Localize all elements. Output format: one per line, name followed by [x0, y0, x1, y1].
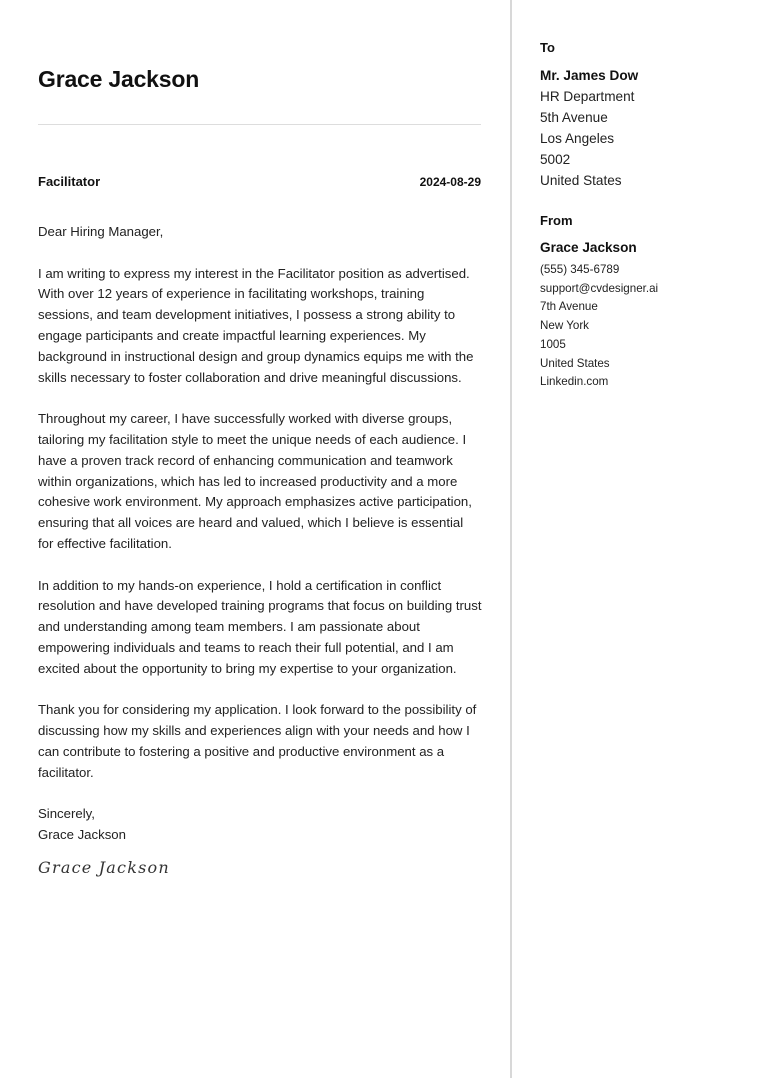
sender-street: 7th Avenue: [540, 300, 598, 314]
recipient-name: Mr. James Dow: [540, 68, 639, 83]
recipient-department: HR Department: [540, 88, 635, 104]
sender-zip: 1005: [540, 337, 566, 351]
sender-name-heading: Grace Jackson: [38, 66, 200, 92]
paragraph-1: I am writing to express my interest in the Facilitator position as advertised. With over 12 years of experience in facilitating workshops, training sessions, and team development initiatives, I possess a strong ability to engage participants and create impactful learning experiences. My background in instructional design and group dynamics equips me with the skills necessary to foster collaboration and drive meaningful discussions.: [38, 265, 474, 385]
sender-phone: (555) 345-6789: [540, 263, 620, 276]
paragraph-2: Throughout my career, I have successfully worked with diverse groups, tailoring my facilitation style to meet the unique needs of each audience. I have a proven track record of enhancing communication and teamwork within organizations, which has led to increased productivity and a more cohesive work environment. My approach emphasizes active participation, ensuring that all voices are heard and valued, which I believe is essential for effective facilitation.: [38, 411, 472, 551]
closing-phrase: Sincerely,: [38, 806, 95, 822]
from-name: Grace Jackson: [540, 240, 637, 255]
closing-name: Grace Jackson: [38, 827, 126, 843]
letter-body: [38, 222, 482, 879]
sender-email: support@cvdesigner.ai: [540, 281, 659, 295]
sender-country: United States: [540, 356, 610, 370]
handwritten-signature: Grace Jackson: [38, 857, 170, 877]
from-label: From: [540, 213, 573, 228]
letter-date: 2024-08-29: [419, 175, 481, 189]
paragraph-4: Thank you for considering my application. I look forward to the possibility of discussing how my skills and experiences align with your needs and how I can contribute to fostering a positive and productive environment as a facilitator.: [38, 702, 477, 780]
sender-city: New York: [540, 319, 589, 333]
recipient-address: [540, 66, 638, 191]
sender-contact: [540, 261, 658, 392]
sender-website: Linkedin.com: [540, 375, 609, 389]
closing-block: [38, 804, 482, 846]
to-label: To: [540, 40, 555, 55]
recipient-street: 5th Avenue: [540, 109, 608, 125]
header-divider: [38, 124, 481, 125]
recipient-city: Los Angeles: [540, 130, 615, 146]
paragraph-3: In addition to my hands-on experience, I hold a certification in conflict resolution and have developed training programs that focus on building trust and understanding among team members. I am passionate about empowering individuals and teams to reach their full potential, and I am excited about the opportunity to bring my expertise to your organization.: [38, 577, 482, 676]
recipient-zip: 5002: [540, 151, 571, 167]
column-divider: [510, 0, 512, 1078]
job-title: Facilitator: [38, 174, 101, 189]
salutation: Dear Hiring Manager,: [38, 224, 164, 239]
recipient-country: United States: [540, 172, 622, 188]
